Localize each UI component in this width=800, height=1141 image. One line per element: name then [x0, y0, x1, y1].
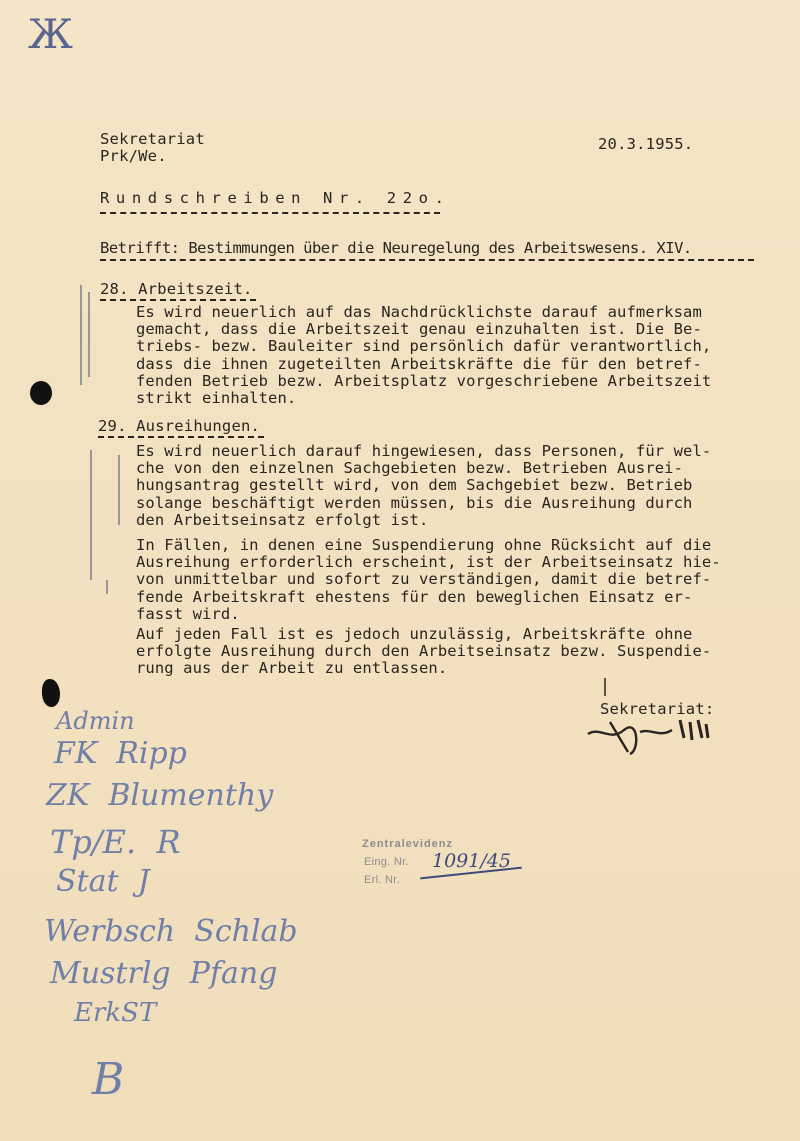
handwritten-line: Stat J: [56, 864, 150, 899]
sender-line-1: Sekretariat: [100, 130, 205, 148]
stamp-entry-label: Eing. Nr.: [364, 856, 409, 868]
ink-blot: [42, 679, 60, 707]
handwritten-line: Tp/E. R: [50, 823, 181, 861]
section-29-underline: [98, 436, 264, 438]
subject-underline: [100, 259, 754, 261]
handwritten-line: ZK Blumenthy: [46, 778, 274, 813]
margin-mark: [106, 580, 108, 594]
section-29-paragraph-3: Auf jeden Fall ist es jedoch unzulässig, Arbeitskräfte ohne erfolgte Ausreihung durch den Arbeitseinsatz bezw. Suspendie- rung aus der Arbeit zu entlassen.: [136, 625, 712, 678]
stamp-settled-label: Erl. Nr.: [364, 874, 401, 886]
section-29-paragraph-1: Es wird neuerlich darauf hingewiesen, dass Personen, für wel- che von den einzelnen Sachgebieten bezw. Betrieben Ausrei- hungsantrag gestellt wird, von dem Sachgebiet bezw. Betrieb solange beschäftigt werden müssen, bis die Ausreihung durch den Arbeitseinsatz erfolgt ist.: [136, 442, 712, 529]
sender-line-2: Prk/We.: [100, 147, 167, 165]
stamp-title: Zentralevidenz: [362, 838, 454, 850]
section-29-title: 29. Ausreihungen.: [98, 417, 261, 435]
margin-mark: [80, 285, 82, 385]
handwritten-line: B: [92, 1054, 125, 1105]
section-29-paragraph-2: In Fällen, in denen eine Suspendierung ohne Rücksicht auf die Ausreihung erforderlich erscheint, ist der Arbeitseinsatz hie- von unmittelbar und sofort zu verständigen, damit die betref- fende Arbeitskraft ehestens für den beweglichen Einsatz er- fasst wird.: [136, 536, 721, 623]
section-28-text: Es wird neuerlich auf das Nachdrücklichste darauf aufmerksam gemacht, dass die Arbeitszeit genau einzuhalten ist. Die Be- triebs- bezw. Bauleiter sind persönlich dafür verantwortlich, dass die ihnen zugeteilten Arbeitskräfte die für den betref- fenden Betrieb bezw. Arbeitsplatz vorgeschriebene Arbeitszeit strikt einhalten.: [136, 303, 712, 408]
heading-underline: [100, 212, 440, 214]
handwritten-line: ErkST: [74, 998, 157, 1028]
document-date: 20.3.1955.: [598, 135, 694, 153]
section-28-title: 28. Arbeitszeit.: [100, 280, 253, 298]
margin-mark: [90, 450, 92, 580]
signature-tick: [604, 678, 606, 696]
handwritten-line: Admin: [56, 707, 135, 735]
margin-mark: [118, 455, 120, 525]
handwritten-line: Mustrlg Pfang: [50, 956, 278, 991]
subject-line: Betrifft: Bestimmungen über die Neuregelung des Arbeitswesens. XIV.: [100, 239, 692, 257]
handwritten-line: Werbsch Schlab: [44, 914, 298, 949]
stamp-entry-value: 1091/45: [432, 850, 511, 872]
corner-mark: Ж: [28, 12, 73, 58]
ink-blot: [30, 381, 52, 405]
section-28-underline: [100, 299, 256, 301]
signature-icon: [580, 712, 720, 758]
margin-mark: [88, 292, 90, 377]
circular-heading: Rundschreiben Nr. 22o.: [100, 189, 451, 207]
signature-label: Sekretariat:: [600, 700, 715, 718]
handwritten-line: FK Ripp: [54, 736, 187, 771]
